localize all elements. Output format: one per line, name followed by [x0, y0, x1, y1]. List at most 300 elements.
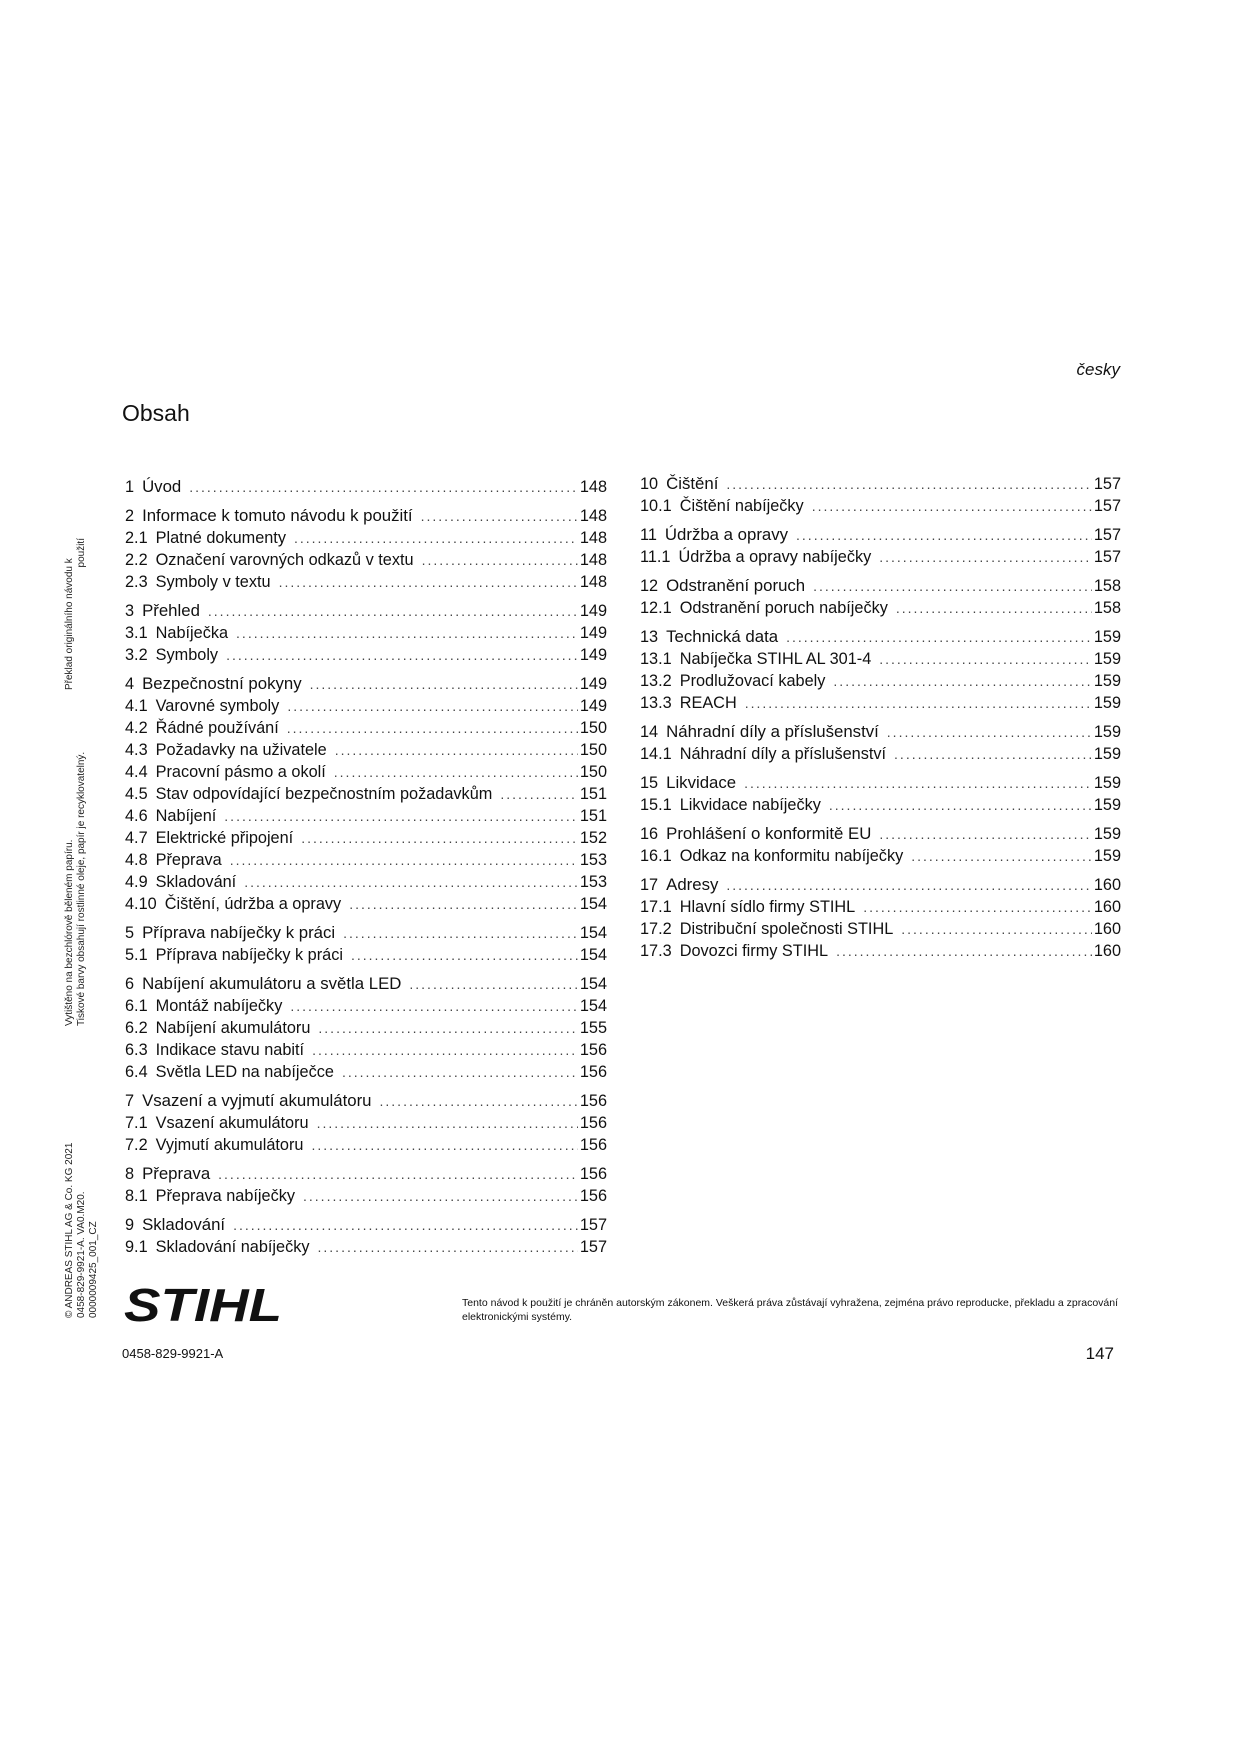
toc-entry-page: 160: [1093, 898, 1121, 916]
toc-entry-page: 148: [579, 573, 607, 591]
toc-entry-page: 159: [1093, 650, 1121, 668]
toc-leader-dots: [422, 549, 578, 571]
toc-entry-title: Přeprava nabíječky: [155, 1187, 296, 1205]
toc-entry-page: 158: [1093, 577, 1121, 595]
toc-section: [640, 874, 1121, 962]
toc-leader-dots: [287, 717, 578, 739]
toc-subsection-entry[interactable]: [125, 1236, 607, 1258]
toc-entry-number: 15.1: [640, 796, 672, 814]
toc-entry-page: 159: [1093, 796, 1121, 814]
toc-entry-title: Vsazení akumulátoru: [155, 1114, 309, 1132]
toc-entry-number: 14: [640, 723, 659, 741]
toc-subsection-entry[interactable]: [640, 845, 1121, 867]
toc-subsection-entry[interactable]: [640, 495, 1121, 517]
toc-entry-number: 12.1: [640, 599, 672, 617]
toc-leader-dots: [290, 995, 577, 1017]
language-label: česky: [1076, 360, 1120, 379]
toc-subsection-entry[interactable]: [125, 571, 607, 593]
toc-entry-title: Odstranění poruch nabíječky: [679, 599, 888, 617]
toc-entry-title: Přeprava: [142, 1164, 211, 1183]
toc-subsection-entry[interactable]: [125, 644, 607, 666]
toc-entry-number: 4.5: [125, 785, 148, 803]
toc-entry-page: 155: [579, 1019, 607, 1037]
toc-entry-page: 149: [579, 697, 607, 715]
toc-entry-number: 4.8: [125, 851, 148, 869]
toc-entry-page: 157: [579, 1216, 607, 1234]
toc-entry-page: 157: [1093, 475, 1121, 493]
toc-entry-title: Odstranění poruch: [666, 576, 806, 595]
toc-chapter-entry[interactable]: [125, 1090, 607, 1112]
toc-entry-number: 6.4: [125, 1063, 148, 1081]
toc-leader-dots: [833, 670, 1091, 692]
toc-entry-number: 6: [125, 975, 135, 993]
toc-leader-dots: [812, 495, 1092, 517]
toc-entry-number: 4.9: [125, 873, 148, 891]
toc-entry-title: Elektrické připojení: [155, 829, 294, 847]
toc-section: [125, 922, 607, 966]
toc-entry-page: 149: [579, 675, 607, 693]
toc-chapter-entry[interactable]: [640, 772, 1121, 794]
toc-entry-title: Příprava nabíječky k práci: [155, 946, 343, 964]
toc-entry-title: Údržba a opravy nabíječky: [678, 548, 872, 566]
toc-entry-title: Označení varovných odkazů v textu: [155, 551, 414, 569]
toc-entry-page: 150: [579, 719, 607, 737]
toc-entry-title: Prohlášení o konformitě EU: [666, 824, 872, 843]
toc-entry-number: 6.1: [125, 997, 148, 1015]
toc-leader-dots: [896, 597, 1092, 619]
toc-entry-page: 150: [579, 763, 607, 781]
toc-entry-page: 159: [1093, 745, 1121, 763]
toc-entry-number: 4: [125, 675, 135, 693]
toc-entry-page: 149: [579, 602, 607, 620]
toc-chapter-entry[interactable]: [640, 874, 1121, 896]
toc-entry-title: Náhradní díly a příslušenství: [666, 722, 879, 741]
toc-section: [125, 505, 607, 593]
toc-entry-title: Symboly: [155, 646, 219, 664]
toc-chapter-entry[interactable]: [640, 473, 1121, 495]
toc-entry-page: 160: [1093, 942, 1121, 960]
toc-entry-number: 13.2: [640, 672, 672, 690]
toc-chapter-entry[interactable]: [125, 1163, 607, 1185]
toc-entry-page: 156: [579, 1165, 607, 1183]
toc-entry-number: 4.2: [125, 719, 148, 737]
toc-entry-number: 13: [640, 628, 659, 646]
toc-subsection-entry[interactable]: [125, 805, 607, 827]
toc-chapter-entry[interactable]: [125, 600, 607, 622]
toc-chapter-entry[interactable]: [640, 721, 1121, 743]
toc-leader-dots: [796, 524, 1092, 546]
toc-section: [640, 823, 1121, 867]
toc-entry-title: Přehled: [142, 601, 200, 620]
toc-subsection-entry[interactable]: [125, 827, 607, 849]
toc-leader-dots: [218, 1163, 578, 1185]
toc-entry-number: 2: [125, 507, 135, 525]
toc-leader-dots: [233, 1214, 578, 1236]
toc-entry-title: Pracovní pásmo a okolí: [155, 763, 326, 781]
toc-subsection-entry[interactable]: [125, 761, 607, 783]
toc-section: [125, 1163, 607, 1207]
toc-entry-number: 13.1: [640, 650, 672, 668]
toc-subsection-entry[interactable]: [125, 995, 607, 1017]
copyright-side-text: [64, 1143, 100, 1318]
toc-entry-number: 7.1: [125, 1114, 148, 1132]
toc-entry-title: Symboly v textu: [155, 573, 271, 591]
toc-subsection-entry[interactable]: [125, 717, 607, 739]
toc-entry-title: Náhradní díly a příslušenství: [679, 745, 887, 763]
page-number: 147: [1085, 1344, 1114, 1363]
toc-entry-number: 5: [125, 924, 135, 942]
toc-leader-dots: [312, 1039, 578, 1061]
toc-subsection-entry[interactable]: [125, 1134, 607, 1156]
toc-entry-number: 6.2: [125, 1019, 148, 1037]
toc-entry-title: Přeprava: [155, 851, 222, 869]
toc-entry-number: 17.1: [640, 898, 672, 916]
toc-entry-title: Varovné symboly: [155, 697, 280, 715]
toc-entry-number: 5.1: [125, 946, 148, 964]
toc-entry-page: 157: [579, 1238, 607, 1256]
toc-entry-title: Úvod: [142, 477, 182, 496]
toc-leader-dots: [901, 918, 1092, 940]
toc-entry-page: 159: [1093, 723, 1121, 741]
toc-subsection-entry[interactable]: [640, 670, 1121, 692]
toc-leader-dots: [421, 505, 578, 527]
toc-subsection-entry[interactable]: [125, 849, 607, 871]
toc-leader-dots: [879, 648, 1092, 670]
toc-subsection-entry[interactable]: [125, 527, 607, 549]
toc-entry-title: Údržba a opravy: [664, 525, 789, 544]
toc-entry-title: Odkaz na konformitu nabíječky: [679, 847, 904, 865]
toc-entry-title: Dovozci firmy STIHL: [679, 942, 829, 960]
toc-leader-dots: [879, 823, 1092, 845]
toc-entry-page: 154: [579, 946, 607, 964]
toc-entry-title: REACH: [679, 694, 737, 712]
toc-entry-page: 159: [1093, 847, 1121, 865]
side-line: © ANDREAS STIHL AG & Co. KG 2021: [64, 1142, 75, 1318]
side-line: 0458-829-9921-A. VA0.M20.: [76, 1191, 87, 1318]
toc-entry-page: 159: [1093, 694, 1121, 712]
toc-subsection-entry[interactable]: [125, 871, 607, 893]
toc-entry-page: 158: [1093, 599, 1121, 617]
toc-leader-dots: [744, 772, 1092, 794]
toc-entry-number: 3.2: [125, 646, 148, 664]
toc-entry-title: Nabíjení: [155, 807, 217, 825]
toc-entry-page: 156: [579, 1187, 607, 1205]
toc-leader-dots: [351, 944, 578, 966]
toc-entry-page: 151: [579, 807, 607, 825]
toc-entry-title: Bezpečnostní pokyny: [142, 674, 302, 693]
toc-entry-number: 17: [640, 876, 659, 894]
toc-entry-number: 8.1: [125, 1187, 148, 1205]
toc-entry-page: 156: [579, 1092, 607, 1110]
toc-subsection-entry[interactable]: [125, 739, 607, 761]
toc-section: [125, 600, 607, 666]
toc-leader-dots: [335, 739, 578, 761]
toc-leader-dots: [409, 973, 577, 995]
toc-entry-number: 9: [125, 1216, 135, 1234]
toc-leader-dots: [342, 1061, 578, 1083]
toc-entry-page: 148: [579, 478, 607, 496]
toc-entry-number: 4.6: [125, 807, 148, 825]
toc-entry-number: 15: [640, 774, 659, 792]
toc-subsection-entry[interactable]: [125, 622, 607, 644]
toc-section: [640, 575, 1121, 619]
toc-section: [640, 524, 1121, 568]
side-line: Vytištěno na bezchlórově běleném papíru.: [64, 839, 75, 1026]
toc-leader-dots: [226, 644, 578, 666]
toc-entry-title: Prodlužovací kabely: [679, 672, 826, 690]
toc-leader-dots: [311, 1134, 577, 1156]
toc-leader-dots: [208, 600, 578, 622]
toc-leader-dots: [244, 871, 578, 893]
toc-section: [125, 476, 607, 498]
toc-chapter-entry[interactable]: [640, 575, 1121, 597]
toc-entry-title: Stav odpovídající bezpečnostním požadavkům: [155, 785, 493, 803]
toc-entry-number: 4.4: [125, 763, 148, 781]
toc-entry-title: Likvidace nabíječky: [679, 796, 821, 814]
toc-entry-number: 6.3: [125, 1041, 148, 1059]
toc-entry-page: 148: [579, 507, 607, 525]
toc-chapter-entry[interactable]: [640, 626, 1121, 648]
toc-subsection-entry[interactable]: [640, 794, 1121, 816]
toc-entry-title: Skladování: [142, 1215, 226, 1234]
toc-subsection-entry[interactable]: [125, 944, 607, 966]
toc-leader-dots: [279, 571, 578, 593]
toc-leader-dots: [317, 1112, 578, 1134]
toc-chapter-entry[interactable]: [125, 922, 607, 944]
toc-subsection-entry[interactable]: [125, 549, 607, 571]
toc-entry-title: Požadavky na uživatele: [155, 741, 327, 759]
toc-section: [640, 721, 1121, 765]
toc-right-column: [640, 473, 1121, 969]
toc-leader-dots: [879, 546, 1092, 568]
toc-subsection-entry[interactable]: [640, 743, 1121, 765]
toc-entry-number: 4.10: [125, 895, 157, 913]
toc-subsection-entry[interactable]: [640, 648, 1121, 670]
toc-subsection-entry[interactable]: [125, 695, 607, 717]
toc-entry-number: 2.2: [125, 551, 148, 569]
toc-leader-dots: [726, 874, 1091, 896]
toc-entry-title: Adresy: [666, 875, 719, 894]
toc-leader-dots: [310, 673, 578, 695]
toc-entry-title: Nabíječka STIHL AL 301-4: [679, 650, 872, 668]
toc-chapter-entry[interactable]: [125, 673, 607, 695]
toc-section: [640, 473, 1121, 517]
toc-entry-title: Vyjmutí akumulátoru: [155, 1136, 304, 1154]
toc-entry-title: Vsazení a vyjmutí akumulátoru: [142, 1091, 372, 1110]
toc-entry-title: Nabíječka: [155, 624, 229, 642]
toc-leader-dots: [189, 476, 578, 498]
side-line: použití: [76, 538, 87, 568]
toc-leader-dots: [224, 805, 578, 827]
paper-note-side-text: [64, 752, 88, 1026]
toc-entry-page: 160: [1093, 876, 1121, 894]
toc-leader-dots: [813, 575, 1092, 597]
toc-entry-number: 10: [640, 475, 659, 493]
toc-leader-dots: [287, 695, 578, 717]
toc-leader-dots: [380, 1090, 578, 1112]
toc-chapter-entry[interactable]: [125, 476, 607, 498]
toc-entry-page: 160: [1093, 920, 1121, 938]
toc-entry-title: Montáž nabíječky: [155, 997, 283, 1015]
toc-chapter-entry[interactable]: [125, 973, 607, 995]
toc-section: [640, 772, 1121, 816]
toc-entry-number: 4.7: [125, 829, 148, 847]
toc-entry-title: Příprava nabíječky k práci: [142, 923, 336, 942]
toc-entry-number: 11.1: [640, 548, 671, 566]
toc-subsection-entry[interactable]: [640, 597, 1121, 619]
toc-entry-number: 17.2: [640, 920, 672, 938]
toc-leader-dots: [911, 845, 1092, 867]
toc-chapter-entry[interactable]: [125, 505, 607, 527]
toc-entry-number: 16.1: [640, 847, 672, 865]
toc-entry-number: 2.1: [125, 529, 148, 547]
toc-entry-page: 159: [1093, 825, 1121, 843]
toc-entry-title: Hlavní sídlo firmy STIHL: [679, 898, 856, 916]
toc-subsection-entry[interactable]: [125, 893, 607, 915]
toc-entry-page: 148: [579, 529, 607, 547]
toc-entry-page: 152: [579, 829, 607, 847]
toc-subsection-entry[interactable]: [640, 546, 1121, 568]
toc-entry-title: Čištění, údržba a opravy: [164, 895, 342, 913]
toc-entry-number: 17.3: [640, 942, 672, 960]
toc-entry-page: 159: [1093, 774, 1121, 792]
toc-subsection-entry[interactable]: [640, 940, 1121, 962]
toc-entry-title: Technická data: [666, 627, 779, 646]
toc-entry-number: 7: [125, 1092, 135, 1110]
page-title: Obsah: [122, 400, 190, 426]
toc-entry-number: 12: [640, 577, 659, 595]
toc-entry-page: 154: [579, 975, 607, 993]
toc-subsection-entry[interactable]: [640, 918, 1121, 940]
toc-entry-title: Skladování: [155, 873, 237, 891]
toc-subsection-entry[interactable]: [125, 1017, 607, 1039]
toc-entry-page: 153: [579, 873, 607, 891]
toc-entry-number: 4.1: [125, 697, 148, 715]
toc-chapter-entry[interactable]: [640, 823, 1121, 845]
toc-entry-number: 7.2: [125, 1136, 148, 1154]
toc-subsection-entry[interactable]: [125, 1112, 607, 1134]
toc-leader-dots: [863, 896, 1092, 918]
toc-entry-number: 10.1: [640, 497, 672, 515]
toc-entry-number: 3: [125, 602, 135, 620]
toc-leader-dots: [745, 692, 1092, 714]
toc-entry-title: Informace k tomuto návodu k použití: [142, 506, 413, 525]
toc-chapter-entry[interactable]: [125, 1214, 607, 1236]
toc-entry-number: 1: [125, 478, 135, 496]
toc-leader-dots: [230, 849, 578, 871]
toc-entry-number: 9.1: [125, 1238, 148, 1256]
toc-entry-title: Indikace stavu nabití: [155, 1041, 305, 1059]
toc-leader-dots: [301, 827, 578, 849]
toc-leader-dots: [349, 893, 578, 915]
toc-chapter-entry[interactable]: [640, 524, 1121, 546]
toc-entry-title: Světla LED na nabíječce: [155, 1063, 334, 1081]
toc-leader-dots: [829, 794, 1092, 816]
toc-entry-number: 13.3: [640, 694, 672, 712]
stihl-logo: [122, 1281, 287, 1325]
toc-entry-page: 154: [579, 997, 607, 1015]
toc-section: [640, 626, 1121, 714]
toc-entry-title: Řádné používání: [155, 719, 279, 737]
toc-leader-dots: [334, 761, 578, 783]
toc-entry-page: 148: [579, 551, 607, 569]
toc-entry-page: 153: [579, 851, 607, 869]
toc-section: [125, 1090, 607, 1156]
side-line: Tiskové barvy obsahují rostlinné oleje, papír je recyklovatelný.: [76, 751, 87, 1026]
toc-entry-page: 159: [1093, 672, 1121, 690]
toc-entry-page: 150: [579, 741, 607, 759]
toc-leader-dots: [318, 1017, 577, 1039]
toc-leader-dots: [836, 940, 1092, 962]
toc-entry-page: 154: [579, 924, 607, 942]
toc-entry-number: 2.3: [125, 573, 148, 591]
toc-leader-dots: [236, 622, 578, 644]
copyright-notice: Tento návod k použití je chráněn autorským zákonem. Veškerá práva zůstávají vyhražena, zejména právo reproducke, překladu a zpracování elektronickými systémy.: [462, 1297, 1119, 1323]
toc-subsection-entry[interactable]: [125, 1185, 607, 1207]
toc-subsection-entry[interactable]: [640, 692, 1121, 714]
toc-leader-dots: [343, 922, 578, 944]
side-line: 0000009425_001_CZ: [88, 1221, 99, 1318]
toc-entry-title: Likvidace: [666, 773, 737, 792]
toc-section: [125, 673, 607, 915]
toc-leader-dots: [303, 1185, 578, 1207]
toc-entry-page: 157: [1093, 548, 1121, 566]
toc-section: [125, 973, 607, 1083]
logo-text: STIHL: [124, 1281, 282, 1325]
toc-entry-page: 157: [1093, 497, 1121, 515]
toc-entry-page: 156: [579, 1041, 607, 1059]
toc-entry-number: 8: [125, 1165, 135, 1183]
toc-left-column: [125, 476, 607, 1265]
toc-entry-number: 3.1: [125, 624, 148, 642]
toc-entry-page: 156: [579, 1136, 607, 1154]
translation-side-text: [64, 538, 88, 690]
toc-leader-dots: [786, 626, 1092, 648]
toc-entry-title: Platné dokumenty: [155, 529, 286, 547]
toc-entry-page: 156: [579, 1063, 607, 1081]
toc-leader-dots: [318, 1236, 578, 1258]
toc-subsection-entry[interactable]: [125, 1039, 607, 1061]
toc-leader-dots: [294, 527, 578, 549]
toc-subsection-entry[interactable]: [640, 896, 1121, 918]
toc-entry-number: 14.1: [640, 745, 672, 763]
toc-entry-title: Distribuční společnosti STIHL: [679, 920, 894, 938]
toc-entry-number: 16: [640, 825, 659, 843]
toc-entry-page: 157: [1093, 526, 1121, 544]
toc-subsection-entry[interactable]: [125, 1061, 607, 1083]
toc-leader-dots: [887, 721, 1092, 743]
toc-entry-page: 156: [579, 1114, 607, 1132]
toc-entry-title: Nabíjení akumulátoru a světla LED: [142, 974, 402, 993]
toc-entry-title: Čištění: [666, 474, 719, 493]
toc-leader-dots: [500, 783, 578, 805]
toc-entry-title: Nabíjení akumulátoru: [155, 1019, 311, 1037]
toc-leader-dots: [894, 743, 1092, 765]
toc-section: [125, 1214, 607, 1258]
toc-entry-page: 151: [579, 785, 607, 803]
toc-subsection-entry[interactable]: [125, 783, 607, 805]
toc-entry-number: 11: [640, 526, 657, 544]
toc-entry-page: 149: [579, 646, 607, 664]
toc-entry-title: Čištění nabíječky: [679, 497, 804, 515]
toc-entry-number: 4.3: [125, 741, 148, 759]
toc-entry-page: 154: [579, 895, 607, 913]
toc-leader-dots: [726, 473, 1091, 495]
side-line: Překlad originálního návodu k: [64, 558, 75, 690]
toc-entry-page: 149: [579, 624, 607, 642]
toc-entry-page: 159: [1093, 628, 1121, 646]
document-number: 0458-829-9921-A: [122, 1346, 224, 1361]
